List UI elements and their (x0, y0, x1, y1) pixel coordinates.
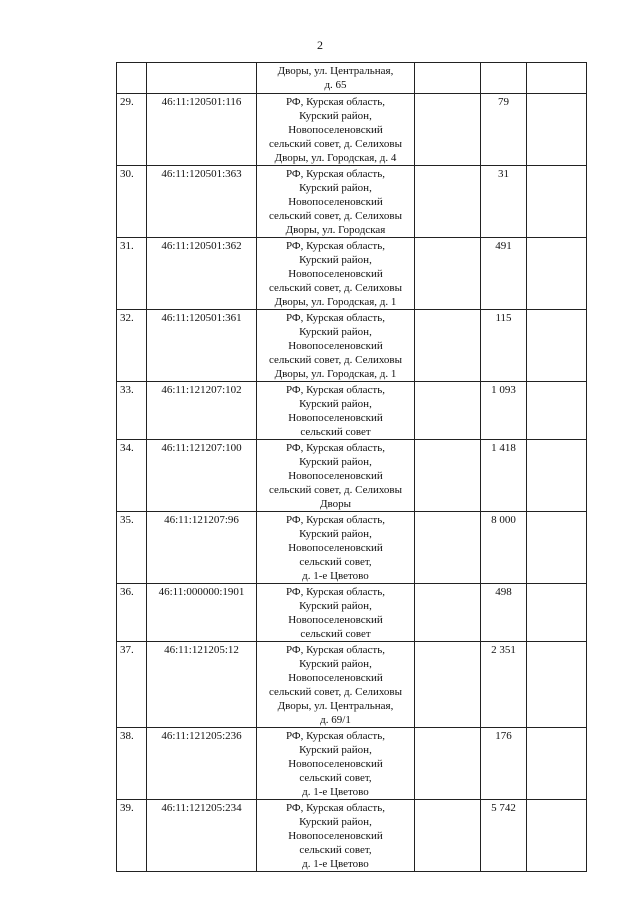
cadastral-number-cell: 46:11:121205:12 (147, 642, 257, 728)
row-number-cell: 32. (117, 310, 147, 382)
empty-cell (527, 166, 587, 238)
address-line: РФ, Курская область, (285, 514, 386, 526)
area-cell: 31 (481, 166, 527, 238)
cadastral-number-cell: 46:11:121207:96 (147, 512, 257, 584)
address-cell (257, 94, 415, 166)
empty-cell (415, 94, 481, 166)
cadastral-number-cell: 46:11:121207:100 (147, 440, 257, 512)
address-line: Дворы, ул. Городская (285, 224, 386, 236)
cadastral-number-cell: 46:11:121205:234 (147, 800, 257, 872)
address-line: сельский совет, д. Селиховы (268, 354, 403, 366)
address-line: Курский район, (299, 600, 372, 612)
address-line: РФ, Курская область, (285, 168, 386, 180)
empty-cell (415, 382, 481, 440)
address-line: сельский совет, д. Селиховы (268, 686, 403, 698)
table-row (117, 440, 587, 512)
empty-cell (415, 238, 481, 310)
address-line: сельский совет, д. Селиховы (268, 210, 403, 222)
cadastral-number-cell: 46:11:120501:361 (147, 310, 257, 382)
empty-cell (415, 800, 481, 872)
cadastral-number-cell (147, 63, 257, 94)
address-cell (257, 642, 415, 728)
area-cell: 1 418 (481, 440, 527, 512)
empty-cell (527, 440, 587, 512)
address-line: РФ, Курская область, (285, 802, 386, 814)
land-plots-table (116, 62, 587, 872)
address-line: РФ, Курская область, (285, 442, 386, 454)
area-cell: 498 (481, 584, 527, 642)
row-number-cell: 31. (117, 238, 147, 310)
address-line: РФ, Курская область, (285, 312, 386, 324)
address-line: Новопоселеновский (288, 758, 383, 770)
area-cell (481, 63, 527, 94)
empty-cell (415, 512, 481, 584)
address-line: Новопоселеновский (288, 542, 383, 554)
table-row (117, 166, 587, 238)
address-line: д. 65 (324, 79, 347, 91)
address-line: Курский район, (299, 326, 372, 338)
address-cell (257, 382, 415, 440)
area-cell: 8 000 (481, 512, 527, 584)
row-number-cell: 34. (117, 440, 147, 512)
address-line: РФ, Курская область, (285, 586, 386, 598)
row-number-cell: 37. (117, 642, 147, 728)
row-number-cell: 35. (117, 512, 147, 584)
row-number-cell (117, 63, 147, 94)
address-line: д. 1-е Цветово (302, 786, 369, 798)
cadastral-number-cell: 46:11:121207:102 (147, 382, 257, 440)
address-line: д. 69/1 (320, 714, 351, 726)
address-line: Дворы (319, 498, 351, 510)
empty-cell (527, 800, 587, 872)
address-line: Курский район, (299, 254, 372, 266)
table-row (117, 94, 587, 166)
row-number-cell: 38. (117, 728, 147, 800)
empty-cell (527, 238, 587, 310)
table-row (117, 512, 587, 584)
address-line: сельский совет, (299, 556, 372, 568)
address-line: Курский район, (299, 816, 372, 828)
address-line: РФ, Курская область, (285, 730, 386, 742)
address-line: Новопоселеновский (288, 412, 383, 424)
cadastral-number-cell: 46:11:120501:362 (147, 238, 257, 310)
empty-cell (527, 642, 587, 728)
address-line: Новопоселеновский (288, 268, 383, 280)
address-line: Дворы, ул. Городская, д. 1 (274, 296, 397, 308)
address-line: сельский совет, д. Селиховы (268, 282, 403, 294)
cadastral-number-cell: 46:11:120501:363 (147, 166, 257, 238)
address-line: РФ, Курская область, (285, 644, 386, 656)
table-row (117, 63, 587, 94)
area-cell: 1 093 (481, 382, 527, 440)
empty-cell (415, 63, 481, 94)
address-line: д. 1-е Цветово (302, 858, 369, 870)
address-line: Курский район, (299, 110, 372, 122)
address-line: Новопоселеновский (288, 340, 383, 352)
address-line: Курский район, (299, 658, 372, 670)
address-cell (257, 166, 415, 238)
address-line: сельский совет, (299, 844, 372, 856)
cadastral-number-cell: 46:11:120501:116 (147, 94, 257, 166)
empty-cell (415, 166, 481, 238)
cadastral-number-cell: 46:11:121205:236 (147, 728, 257, 800)
address-line: Новопоселеновский (288, 124, 383, 136)
empty-cell (415, 440, 481, 512)
table-row (117, 728, 587, 800)
empty-cell (527, 584, 587, 642)
area-cell: 176 (481, 728, 527, 800)
address-cell (257, 440, 415, 512)
address-cell (257, 238, 415, 310)
table-row (117, 642, 587, 728)
address-cell (257, 63, 415, 94)
cadastral-number-cell: 46:11:000000:1901 (147, 584, 257, 642)
address-line: Дворы, ул. Городская, д. 1 (274, 368, 397, 380)
address-line: Дворы, ул. Центральная, (277, 700, 394, 712)
address-cell (257, 512, 415, 584)
address-line: Курский район, (299, 182, 372, 194)
address-line: РФ, Курская область, (285, 384, 386, 396)
address-cell (257, 310, 415, 382)
table-row (117, 238, 587, 310)
empty-cell (415, 642, 481, 728)
address-cell (257, 584, 415, 642)
row-number-cell: 30. (117, 166, 147, 238)
address-line: сельский совет (300, 628, 371, 640)
address-line: Дворы, ул. Городская, д. 4 (274, 152, 397, 164)
address-line: Дворы, ул. Центральная, (277, 65, 394, 77)
empty-cell (527, 310, 587, 382)
address-line: Новопоселеновский (288, 830, 383, 842)
address-cell (257, 728, 415, 800)
address-cell (257, 800, 415, 872)
area-cell: 2 351 (481, 642, 527, 728)
empty-cell (415, 728, 481, 800)
address-line: Курский район, (299, 456, 372, 468)
address-line: сельский совет, д. Селиховы (268, 484, 403, 496)
address-line: Новопоселеновский (288, 614, 383, 626)
row-number-cell: 29. (117, 94, 147, 166)
row-number-cell: 39. (117, 800, 147, 872)
address-line: Курский район, (299, 744, 372, 756)
address-line: Курский район, (299, 398, 372, 410)
area-cell: 491 (481, 238, 527, 310)
address-line: Новопоселеновский (288, 196, 383, 208)
empty-cell (527, 94, 587, 166)
row-number-cell: 36. (117, 584, 147, 642)
area-cell: 115 (481, 310, 527, 382)
address-line: д. 1-е Цветово (302, 570, 369, 582)
address-line: сельский совет (300, 426, 371, 438)
table-row (117, 800, 587, 872)
empty-cell (415, 584, 481, 642)
address-line: Курский район, (299, 528, 372, 540)
address-line: РФ, Курская область, (285, 96, 386, 108)
area-cell: 5 742 (481, 800, 527, 872)
table-row (117, 584, 587, 642)
empty-cell (415, 310, 481, 382)
table-row (117, 382, 587, 440)
address-line: сельский совет, (299, 772, 372, 784)
area-cell: 79 (481, 94, 527, 166)
row-number-cell: 33. (117, 382, 147, 440)
empty-cell (527, 728, 587, 800)
table-row (117, 310, 587, 382)
address-line: сельский совет, д. Селиховы (268, 138, 403, 150)
empty-cell (527, 382, 587, 440)
address-line: Новопоселеновский (288, 672, 383, 684)
page-number: 2 (317, 38, 323, 52)
empty-cell (527, 63, 587, 94)
address-line: Новопоселеновский (288, 470, 383, 482)
empty-cell (527, 512, 587, 584)
address-line: РФ, Курская область, (285, 240, 386, 252)
